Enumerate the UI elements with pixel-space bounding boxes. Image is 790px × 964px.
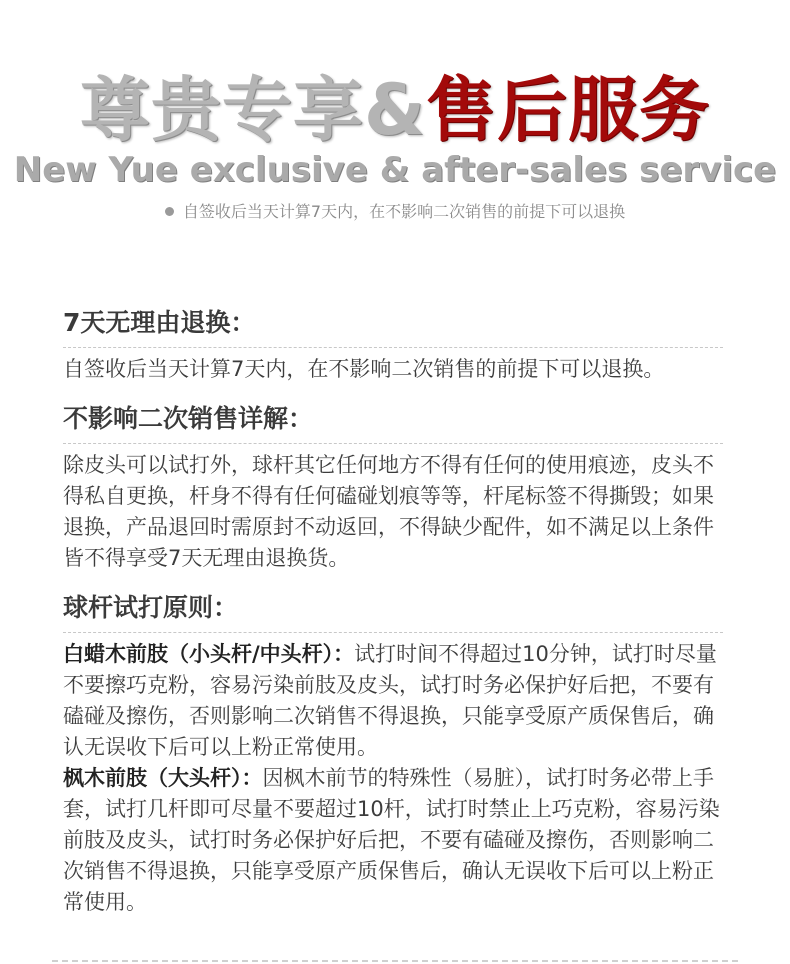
section-return-policy bbox=[63, 305, 723, 385]
page-header bbox=[0, 0, 790, 240]
section-body bbox=[63, 450, 723, 574]
section-trial-principles bbox=[63, 590, 723, 918]
section-paragraph bbox=[63, 763, 723, 918]
page-title bbox=[0, 70, 790, 150]
header-note bbox=[0, 201, 790, 223]
paragraph-text: 因枫木前节的特殊性（易脏），试打时务必带上手套，试打几杆即可尽量不要超过10杆，试打时禁止上巧克粉，容易污染前肢及皮头，试打时务必保护好后把，不要有磕碰及擦伤，否则影响二次销售不得退换，只能享受原产质保售后，确认无误收下后可以上粉正常使用。 bbox=[63, 766, 720, 914]
section-paragraph bbox=[63, 354, 723, 385]
section-resale-details bbox=[63, 401, 723, 574]
header-note-text: 自签收后当天计算7天内，在不影响二次销售的前提下可以退换 bbox=[182, 202, 626, 221]
title-grey-part: 尊贵专享& bbox=[79, 69, 427, 151]
section-body bbox=[63, 354, 723, 385]
section-paragraph bbox=[63, 450, 723, 574]
page-subtitle: New Yue exclusive & after-sales service bbox=[13, 150, 777, 190]
footer-divider bbox=[52, 960, 738, 962]
section-paragraph bbox=[63, 639, 723, 763]
paragraph-lead: 枫木前肢（大头杆）： bbox=[63, 766, 263, 790]
title-red-part: 售后服务 bbox=[426, 69, 711, 151]
section-heading: 球杆试打原则： bbox=[63, 590, 723, 633]
paragraph-text: 试打时间不得超过10分钟，试打时尽量不要擦巧克粉，容易污染前肢及皮头，试打时务必保护好后把，不要有磕碰及擦伤，否则影响二次销售不得退换，只能享受原产质保售后，确认无误收下后可以上粉正常使用。 bbox=[63, 642, 717, 759]
paragraph-text: 除皮头可以试打外，球杆其它任何地方不得有任何的使用痕迹，皮头不得私自更换，杆身不得有任何磕碰划痕等等，杆尾标签不得撕毁；如果退换，产品退回时需原封不动返回，不得缺少配件，如不满足以上条件皆不得享受7天无理由退换货。 bbox=[63, 453, 714, 570]
section-heading: 不影响二次销售详解： bbox=[63, 401, 723, 444]
section-heading: 7天无理由退换： bbox=[63, 305, 723, 348]
paragraph-text: 自签收后当天计算7天内，在不影响二次销售的前提下可以退换。 bbox=[63, 357, 665, 381]
section-body bbox=[63, 639, 723, 918]
paragraph-lead: 白蜡木前肢（小头杆/中头杆）： bbox=[63, 642, 355, 666]
policy-content bbox=[63, 305, 723, 934]
bullet-dot-icon bbox=[165, 207, 174, 216]
